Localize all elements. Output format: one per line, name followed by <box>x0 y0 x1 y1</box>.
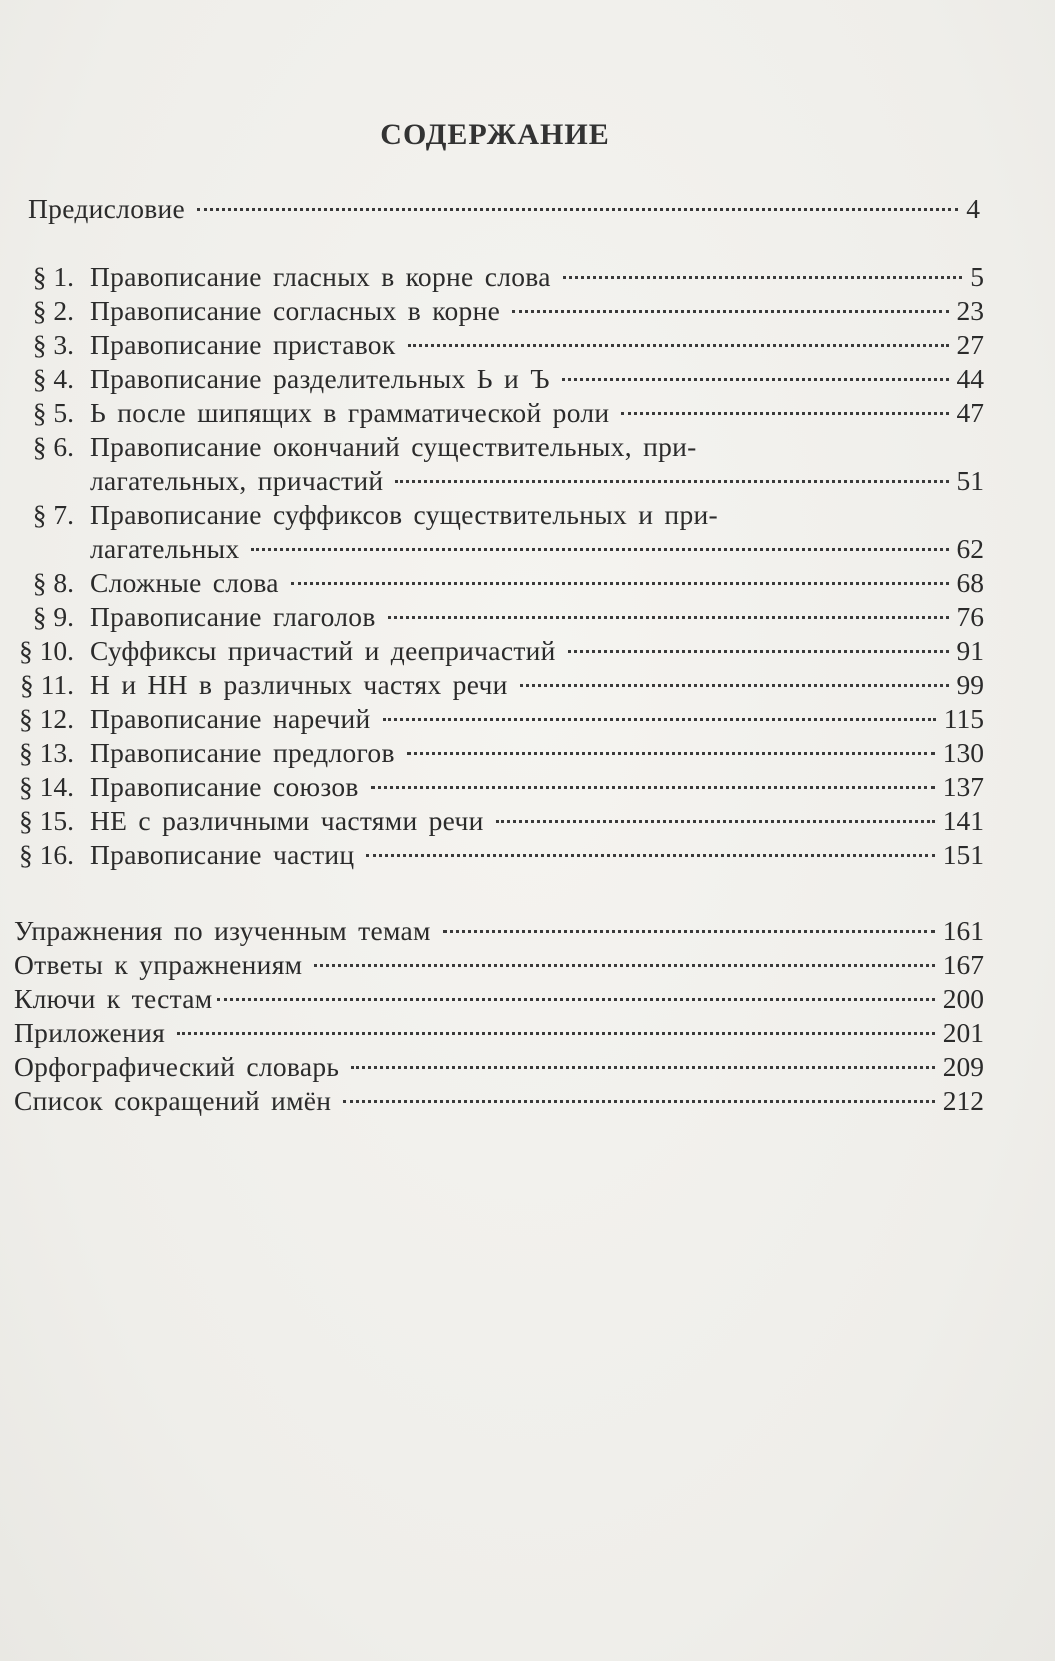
leader-dots <box>395 480 948 483</box>
section-number: § 8. <box>32 567 74 598</box>
toc-entry-section-8 <box>14 566 984 600</box>
toc-entry-section-12 <box>14 702 984 736</box>
toc-entry-page: 76 <box>956 601 984 632</box>
section-number: § 4. <box>32 363 74 394</box>
toc-entry-section-16 <box>14 838 984 872</box>
toc-entry-page: 68 <box>956 567 984 598</box>
toc-entry-page: 201 <box>942 1017 984 1048</box>
leader-dots <box>251 548 948 551</box>
toc-entry-page: 99 <box>956 669 984 700</box>
toc-entry-answers <box>14 948 984 982</box>
toc-entry-page: 209 <box>942 1051 984 1082</box>
toc-entry-page: 212 <box>942 1085 984 1116</box>
toc-entry-page: 51 <box>956 465 984 496</box>
toc-entry-test-keys <box>14 982 984 1016</box>
toc-entry-section-3 <box>14 328 984 362</box>
toc-entry-page: 137 <box>942 771 984 802</box>
toc-entry-section-7-cont <box>90 532 984 566</box>
toc-entry-page: 200 <box>942 983 984 1014</box>
leader-dots <box>197 208 958 211</box>
leader-dots <box>177 1032 935 1035</box>
leader-dots <box>351 1066 935 1069</box>
toc-entry-label: Ключи к тестам <box>14 983 213 1014</box>
section-number: § 6. <box>32 431 74 462</box>
section-number: § 9. <box>32 601 74 632</box>
toc-entry-label: Правописание предлогов <box>90 737 395 768</box>
toc-entry-label: Правописание частиц <box>90 839 355 870</box>
leader-dots <box>408 344 949 347</box>
toc-entry-page: 141 <box>942 805 984 836</box>
toc-entry-section-10 <box>14 634 984 668</box>
section-number: § 2. <box>32 295 74 326</box>
toc-entry-label: Правописание гласных в корне слова <box>90 261 551 292</box>
toc-entry-label: Правописание союзов <box>90 771 359 802</box>
toc-entry-section-15 <box>14 804 984 838</box>
section-number: § 11. <box>20 669 74 700</box>
leader-dots <box>343 1100 934 1103</box>
section-number: § 14. <box>19 771 74 802</box>
toc-entry-appendices <box>14 1016 984 1050</box>
section-number: § 7. <box>32 499 74 530</box>
toc-entry-preface <box>28 192 980 226</box>
toc-entry-label: Правописание глаголов <box>90 601 376 632</box>
toc-entry-label: Правописание согласных в корне <box>90 295 501 326</box>
section-number: § 1. <box>32 261 74 292</box>
toc-entry-section-13 <box>14 736 984 770</box>
leader-dots <box>563 276 963 279</box>
toc-entry-dictionary <box>14 1050 984 1084</box>
toc-entry-label-continued: лагательных <box>90 533 240 564</box>
toc-entry-label-continued: лагательных, причастий <box>90 465 384 496</box>
toc-entry-page: 27 <box>956 329 984 360</box>
toc-entry-section-14 <box>14 770 984 804</box>
toc-entry-section-9 <box>14 600 984 634</box>
leader-dots <box>314 964 934 967</box>
toc-entry-label: Приложения <box>14 1017 166 1048</box>
toc-entry-label: Орфографический словарь <box>14 1051 340 1082</box>
toc-entry-section-11 <box>14 668 984 702</box>
toc-entry-label: Суффиксы причастий и деепричастий <box>90 635 556 666</box>
leader-dots <box>217 998 935 1001</box>
section-number: § 15. <box>19 805 74 836</box>
leader-dots <box>443 930 935 933</box>
toc-entry-section-2 <box>14 294 984 328</box>
toc-entry-section-6 <box>14 430 984 464</box>
toc-entry-label: Список сокращений имён <box>14 1085 332 1116</box>
toc-entry-label: Правописание окончаний существительных, при- <box>90 431 697 462</box>
leader-dots <box>512 310 948 313</box>
leader-dots <box>520 684 949 687</box>
toc-entry-page: 47 <box>956 397 984 428</box>
toc-entry-label: Н и НН в различных частях речи <box>90 669 508 700</box>
leader-dots <box>371 786 935 789</box>
leader-dots <box>562 378 949 381</box>
section-number: § 3. <box>32 329 74 360</box>
leader-dots <box>366 854 934 857</box>
toc-entry-label: Ответы к упражнениям <box>14 949 303 980</box>
toc-entry-section-1 <box>14 260 984 294</box>
toc-entry-label: Предисловие <box>28 193 186 224</box>
section-number: § 10. <box>19 635 74 666</box>
section-number: § 13. <box>19 737 74 768</box>
page-title: СОДЕРЖАНИЕ <box>380 118 610 151</box>
toc-entry-section-7 <box>14 498 984 532</box>
toc-entry-exercises <box>14 914 984 948</box>
toc-entry-page: 23 <box>956 295 984 326</box>
toc-entry-page: 130 <box>942 737 984 768</box>
leader-dots <box>621 412 948 415</box>
toc-entry-page: 167 <box>942 949 984 980</box>
section-number: § 12. <box>19 703 74 734</box>
section-number: § 16. <box>19 839 74 870</box>
leader-dots <box>291 582 949 585</box>
toc-entry-label: Правописание разделительных Ь и Ъ <box>90 363 550 394</box>
toc-entry-page: 5 <box>970 261 984 292</box>
toc-entry-abbreviations <box>14 1084 984 1118</box>
toc-entry-label: Правописание наречий <box>90 703 371 734</box>
toc-entry-page: 4 <box>966 193 980 224</box>
toc-entry-label: НЕ с различными частями речи <box>90 805 484 836</box>
toc-entry-section-4 <box>14 362 984 396</box>
toc-entry-label: Правописание суффиксов существительных и при- <box>90 499 718 530</box>
toc-entry-page: 161 <box>942 915 984 946</box>
section-number: § 5. <box>32 397 74 428</box>
leader-dots <box>383 718 936 721</box>
toc-entry-label: Упражнения по изученным темам <box>14 915 431 946</box>
toc-entry-label: Правописание приставок <box>90 329 396 360</box>
toc-entry-page: 91 <box>956 635 984 666</box>
toc-entry-section-6-cont <box>90 464 984 498</box>
toc-entry-section-5 <box>14 396 984 430</box>
toc-entry-page: 115 <box>943 703 984 734</box>
toc-entry-page: 151 <box>942 839 984 870</box>
leader-dots <box>568 650 949 653</box>
leader-dots <box>496 820 935 823</box>
toc-entry-label: Сложные слова <box>90 567 279 598</box>
toc-entry-label: Ь после шипящих в грамматической роли <box>90 397 610 428</box>
toc-entry-page: 62 <box>956 533 984 564</box>
leader-dots <box>407 752 935 755</box>
leader-dots <box>388 616 949 619</box>
toc-entry-page: 44 <box>956 363 984 394</box>
